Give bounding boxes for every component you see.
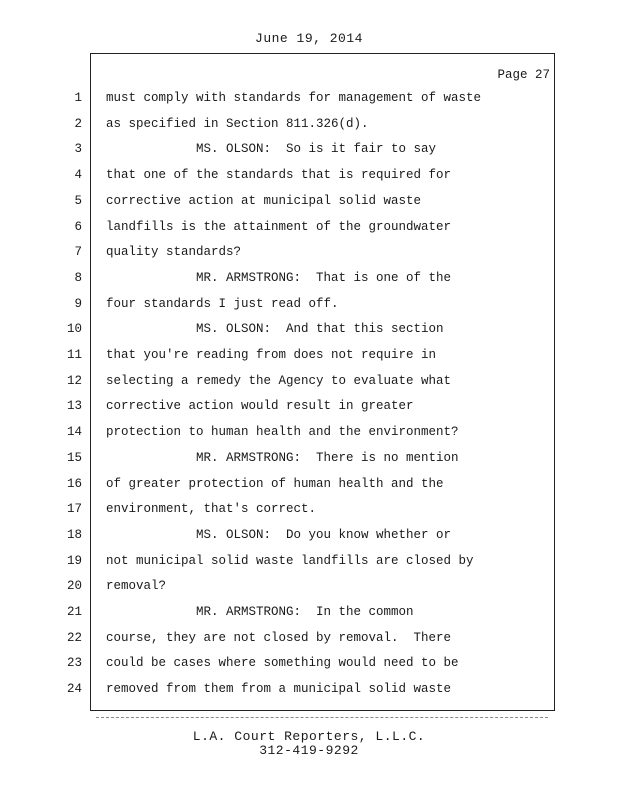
- transcript-line: corrective action at municipal solid waste: [106, 194, 422, 208]
- transcript-line: removal?: [106, 579, 167, 593]
- line-number: 2: [74, 117, 82, 131]
- line-number: 14: [66, 425, 82, 439]
- transcript-line: MS. OLSON: And that this section: [106, 322, 444, 336]
- transcript-line: four standards I just read off.: [106, 297, 339, 311]
- transcript-line: selecting a remedy the Agency to evaluate what: [106, 374, 452, 388]
- line-number: 7: [74, 245, 82, 259]
- transcript-line: not municipal solid waste landfills are closed by: [106, 554, 474, 568]
- transcript-line: of greater protection of human health and the: [106, 477, 444, 491]
- line-number: 5: [74, 194, 82, 208]
- transcript-line: MR. ARMSTRONG: There is no mention: [106, 451, 459, 465]
- transcript-line: MS. OLSON: Do you know whether or: [106, 528, 452, 542]
- transcript-line: that one of the standards that is required for: [106, 168, 452, 182]
- line-number: 16: [66, 477, 82, 491]
- reporter-phone: 312-419-9292: [259, 743, 359, 758]
- line-number: 9: [74, 297, 82, 311]
- line-number: 8: [74, 271, 82, 285]
- reporter-company: L.A. Court Reporters, L.L.C.: [192, 729, 426, 744]
- line-number: 20: [66, 579, 82, 593]
- line-number: 23: [66, 656, 82, 670]
- transcript-line: as specified in Section 811.326(d).: [106, 117, 369, 131]
- line-number: 17: [66, 502, 82, 516]
- line-number: 10: [66, 322, 82, 336]
- line-number: 11: [66, 348, 82, 362]
- transcript-line: MR. ARMSTRONG: In the common: [106, 605, 414, 619]
- transcript-line: environment, that's correct.: [106, 502, 317, 516]
- footer-divider: [96, 717, 548, 718]
- transcript-line: corrective action would result in greater: [106, 399, 414, 413]
- transcript-line: course, they are not closed by removal. There: [106, 631, 452, 645]
- line-number: 21: [66, 605, 82, 619]
- line-number: 13: [66, 399, 82, 413]
- transcript-line: quality standards?: [106, 245, 242, 259]
- line-number: 22: [66, 631, 82, 645]
- transcript-line: landfills is the attainment of the groundwater: [106, 220, 452, 234]
- line-number: 12: [66, 374, 82, 388]
- transcript-date: June 19, 2014: [255, 31, 363, 46]
- transcript-line: protection to human health and the environment?: [106, 425, 459, 439]
- line-number: 6: [74, 220, 82, 234]
- line-number: 1: [74, 91, 82, 105]
- line-number: 3: [74, 142, 82, 156]
- transcript-line: MR. ARMSTRONG: That is one of the: [106, 271, 452, 285]
- line-number: 18: [66, 528, 82, 542]
- line-number: 19: [66, 554, 82, 568]
- line-number: 24: [66, 682, 82, 696]
- transcript-line: MS. OLSON: So is it fair to say: [106, 142, 437, 156]
- transcript-line: removed from them from a municipal solid waste: [106, 682, 452, 696]
- page-number-label: Page 27: [497, 68, 550, 82]
- line-number: 15: [66, 451, 82, 465]
- transcript-line: could be cases where something would need to be: [106, 656, 459, 670]
- transcript-line: must comply with standards for management of waste: [106, 91, 482, 105]
- transcript-line: that you're reading from does not require in: [106, 348, 437, 362]
- line-number: 4: [74, 168, 82, 182]
